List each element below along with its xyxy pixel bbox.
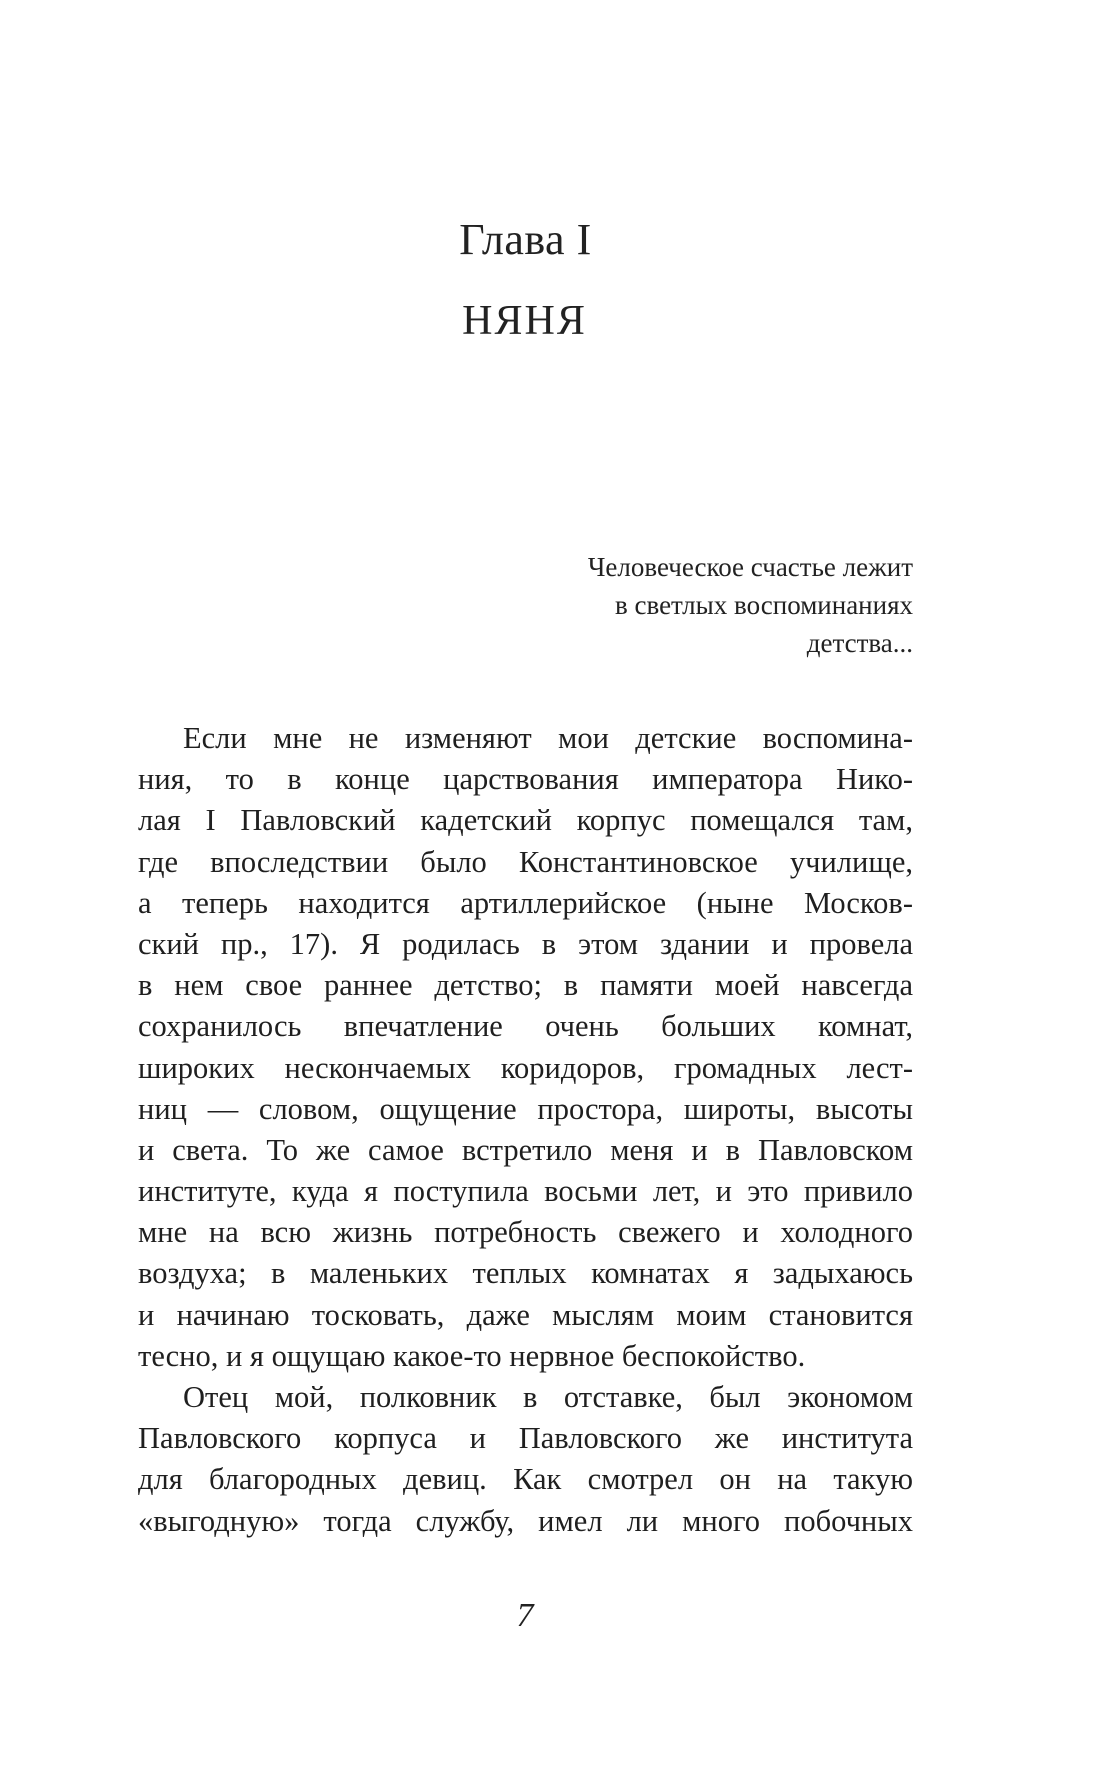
text-line: ский пр., 17). Я родилась в этом здании и провела bbox=[138, 926, 913, 961]
text-line: «выгодную» тогда службу, имел ли много побочных bbox=[138, 1503, 913, 1538]
text-line: и света. То же самое встретило меня и в Павловском bbox=[138, 1132, 913, 1167]
text-line: тесно, и я ощущаю какое-то нервное беспокойство. bbox=[138, 1338, 806, 1373]
text-line: институте, куда я поступила восьми лет, и это привило bbox=[138, 1174, 913, 1209]
body-text bbox=[138, 718, 913, 1542]
epigraph-line: детства... bbox=[806, 628, 913, 658]
text-line: лая I Павловский кадетский корпус помещался там, bbox=[138, 803, 913, 838]
text-line: ниц — словом, ощущение простора, широты, высоты bbox=[138, 1091, 913, 1126]
epigraph bbox=[588, 548, 913, 662]
text-line: воздуха; в маленьких теплых комнатах я задыхаюсь bbox=[138, 1256, 913, 1291]
text-line: где впоследствии было Константиновское училище, bbox=[138, 844, 913, 879]
text-line: сохранилось впечатление очень больших комнат, bbox=[138, 1009, 913, 1044]
text-line: Отец мой, полковник в отставке, был экономом bbox=[183, 1380, 913, 1414]
epigraph-line: в светлых воспоминаниях bbox=[615, 590, 913, 620]
text-line: в нем свое раннее детство; в памяти моей навсегда bbox=[138, 968, 913, 1003]
chapter-title: НЯНЯ bbox=[462, 298, 587, 344]
text-line: Если мне не изменяют мои детские воспомина- bbox=[183, 721, 913, 755]
paragraph bbox=[138, 1377, 913, 1542]
chapter-label: Глава I bbox=[459, 215, 592, 264]
text-line: ния, то в конце царствования императора Нико- bbox=[138, 762, 913, 797]
text-line: мне на всю жизнь потребность свежего и холодного bbox=[138, 1215, 913, 1250]
paragraph bbox=[138, 718, 913, 1377]
page-number: 7 bbox=[516, 1597, 534, 1634]
text-line: Павловского корпуса и Павловского же института bbox=[138, 1421, 913, 1456]
text-line: а теперь находится артиллерийское (ныне Москов- bbox=[138, 885, 913, 920]
text-line: и начинаю тосковать, даже мыслям моим становится bbox=[138, 1297, 913, 1332]
text-line: для благородных девиц. Как смотрел он на такую bbox=[138, 1462, 913, 1497]
epigraph-line: Человеческое счастье лежит bbox=[587, 552, 913, 582]
text-line: широких нескончаемых коридоров, громадных лест- bbox=[138, 1050, 913, 1085]
